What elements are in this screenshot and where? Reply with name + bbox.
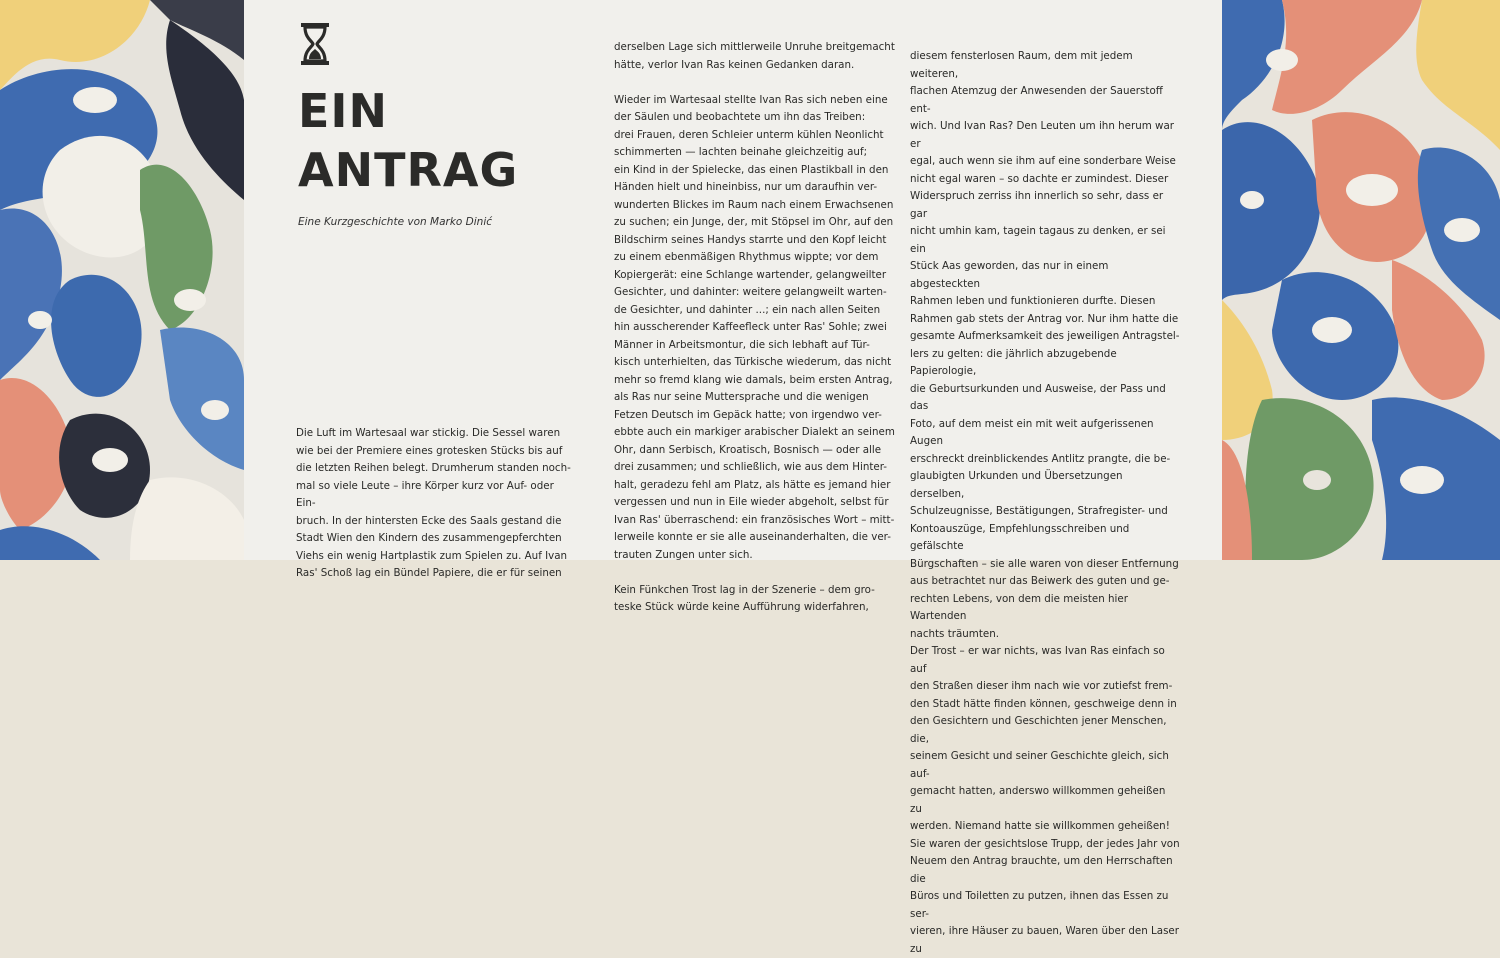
paragraph: derselben Lage sich mittlerweile Unruhe breitgemacht hätte, verlor Ivan Ras keinen Gedanken daran. [614,41,895,71]
paragraph: Der Trost – er war nichts, was Ivan Ras einfach so auf den Straßen dieser ihm nach wie vor zutiefst frem- den Stadt hätte finden können, geschweige denn in den Gesichtern und Geschichten jener Menschen, die, seinem Gesicht und seiner Geschichte gleich, sich auf- gemacht hatten, anderswo willkommen geheißen zu werden. Niemand hatte sie willkommen geheißen! Sie waren der gesichtslose Trupp, der jedes Jahr von Neuem den Antrag brauchte, um den Herrschaften die Büros und Toiletten zu putzen, ihnen das Essen zu ser- vieren, ihre Häuser zu bauen, Waren über den Laser zu [910,645,1180,955]
marbled-paper-left [0,0,244,560]
paragraph: Kein Fünkchen Trost lag in der Szenerie – dem gro- teske Stück würde keine Aufführung widerfahren, [614,583,875,613]
hourglass-icon [300,22,330,71]
text-column-left [296,425,572,600]
paragraph: diesem fensterlosen Raum, dem mit jedem weiteren, flachen Atemzug der Anwesenden der Sauerstoff ent- wich. Und Ivan Ras? Den Leuten um ihn herum war er egal, auch wenn sie ihm auf eine sonderbare Weise nicht egal waren – so dachte er zumindest. Dieser Widerspruch zerriss ihn innerlich so sehr, dass er gar nicht umhin kam, tagein tagaus zu denken, er sei ein Stück Aas geworden, das nur in einem abgesteckten Rahmen leben und funktionieren durfte. Diesen Rahmen gab stets der Antrag vor. Nur ihm hatte die gesamte Aufmerksamkeit des jeweiligen Antragstel- lers zu gelten: die jährlich abzugebende Papierologie, die Geburtsurkunden und Ausweise, der Pass und das Foto, auf dem meist ein mit weit aufgerissenen Augen erschreckt dreinblickendes Antlitz prangte, die be- glaubigten Urkunden und Übersetzungen derselben, Schulzeugnisse, Bestätigungen, Strafregister- und Kontoauszüge, Empfehlungsschreiben und gefälschte Bürgschaften – sie alle waren von dieser Entfernung aus betrachtet nur das Beiwerk des guten und ge- rechten Lebens, von dem die meisten hier Wartenden nachts träumten. [910,50,1180,640]
paragraph: Wieder im Wartesaal stellte Ivan Ras sich neben eine der Säulen und beobachtete um ihn das Treiben: drei Frauen, deren Schleier unterm kühlen Neonlicht schimmerten — lachten beinahe gleichzeitig auf; ein Kind in der Spielecke, das einen Plastikball in den Händen hielt und hineinbiss, nur um daraufhin ver- wunderten Blickes im Raum nach einem Erwachsenen zu suchen; ein Junge, der, mit Stöpsel im Ohr, auf den Bildschirm seines Handys starrte und den Kopf leicht zu einem ebenmäßigen Rhythmus wippte; vor dem Kopiergerät: eine Schlange wartender, gelangweilter Gesichter, und dahinter: weitere gelangweilt warten- de Gesichter, und dahinter ...; ein nach allen Seiten hin ausscherender Kaffeefleck unter Ras' Sohle; zwei Männer in Arbeitsmontur, die sich lebhaft auf Tür- kisch unterhielten, das Türkische wiederum, das nicht mehr so fremd klang wie damals, beim ersten Antrag, als Ras nur seine Muttersprache und die wenigen Fetzen Deutsch im Gepäck hatte; von irgendwo ver- ebbte auch ein markiger arabischer Dialekt an seinem Ohr, dann Serbisch, Kroatisch, Bosnisch — oder alle drei zusammen; und schließlich, wie aus dem Hinter- halt, geradezu fehl am Platz, als hätte es jemand hier vergessen und nun in Eile wieder abgeholt, selbst für Ivan Ras' überraschend: ein französisches Wort – mitt- lerweile konnte er sie alle auseinanderhalten, die ver- trauten Zungen unter sich. [614,93,895,561]
text-column-middle [614,39,904,634]
story-byline: Eine Kurzgeschichte von Marko Dinić [298,216,493,228]
marbled-paper-right [1222,0,1500,560]
paragraph: Die Luft im Wartesaal war stickig. Die Sessel waren wie bei der Premiere eines grotesken Stücks bis auf die letzten Reihen belegt. Drumherum standen noch- mal so viele Leute – ihre Körper kurz vor Auf- oder Ein- bruch. In der hintersten Ecke des Saals gestand die Stadt Wien den Kindern des zusammengepferchten Viehs ein wenig Hartplastik zum Spielen zu. Auf Ivan Ras' Schoß lag ein Bündel Papiere, die er für seinen [296,427,571,579]
story-title: EIN ANTRAG [298,84,519,197]
text-panel [244,0,1222,955]
text-column-right [910,48,1180,958]
